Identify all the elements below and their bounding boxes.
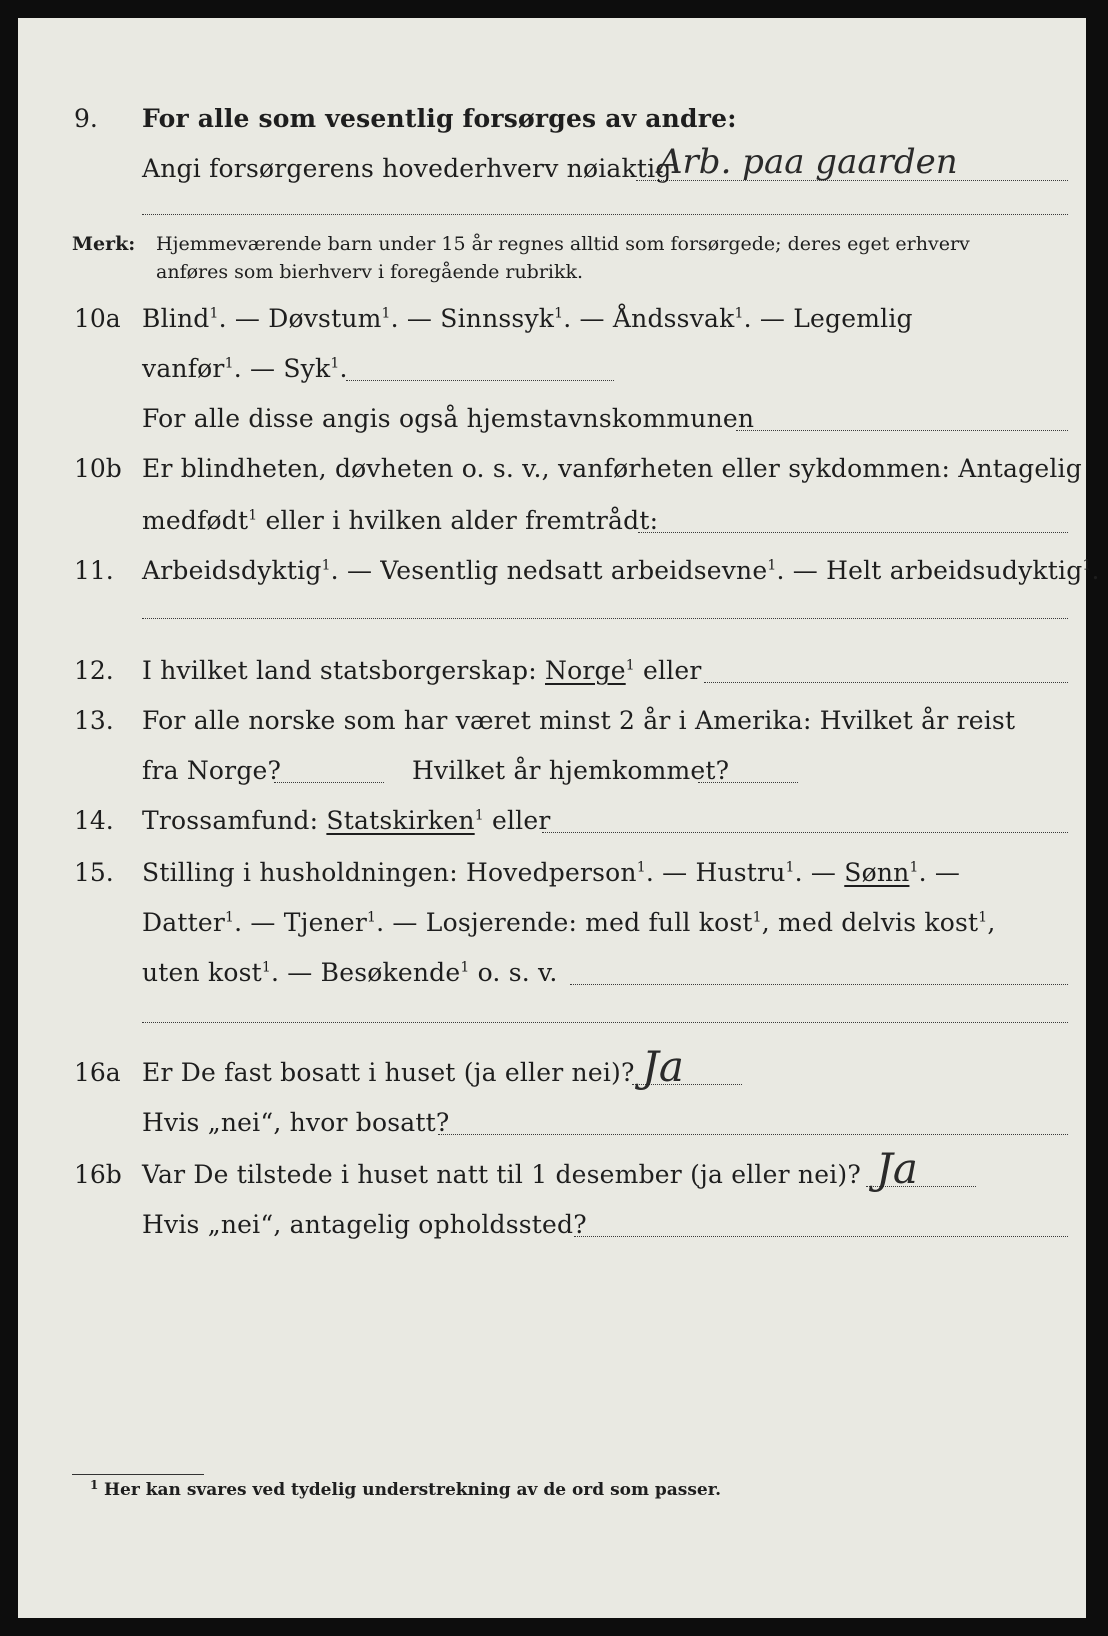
- question-13-line-1: [18, 700, 1086, 740]
- question-11: [18, 550, 1100, 590]
- question-text: For alle som vesentlig forsørges av andre:: [142, 104, 737, 133]
- question-10a-line-1: [18, 298, 1086, 338]
- question-text: vanfør$^1$. — Syk$^1$.: [142, 354, 348, 383]
- answer-line: [570, 984, 1068, 985]
- question-text: Er blindheten, døvheten o. s. v., vanførheten eller sykdommen: Antagelig: [142, 454, 1082, 483]
- answer-line: [142, 214, 1068, 215]
- footnote: [90, 1478, 722, 1500]
- question-number: 10a: [74, 304, 121, 333]
- answer-line: [346, 380, 614, 381]
- question-text: fra Norge?: [142, 756, 282, 785]
- answer-line: [638, 532, 1068, 533]
- question-text: I hvilket land statsborgerskap: Norge$^1$ eller: [142, 656, 702, 685]
- question-15-line-3: [18, 952, 1086, 992]
- question-10a-line-3: [18, 398, 1086, 438]
- question-number: 13.: [74, 706, 114, 735]
- question-text: Hvilket år hjemkommet?: [412, 756, 730, 785]
- note-label: Merk:: [72, 233, 136, 255]
- question-text: Angi forsørgerens hovederhverv nøiaktig: [142, 154, 672, 183]
- question-number: 10b: [74, 454, 122, 483]
- question-16a-line-1: [18, 1042, 1086, 1092]
- underlined-answer: Norge: [545, 656, 626, 685]
- question-16b-line-2: [18, 1204, 1086, 1244]
- question-9-line-2: [18, 142, 1086, 188]
- footnote-text: Her kan svares ved tydelig understrekning av de ord som passer.: [104, 1480, 722, 1500]
- question-text: For alle disse angis også hjemstavnskommunen: [142, 404, 755, 433]
- question-number: 16a: [74, 1058, 121, 1087]
- answer-line: [142, 618, 1068, 619]
- question-number: 12.: [74, 656, 114, 685]
- question-16a-line-2: [18, 1102, 1086, 1142]
- question-text: Var De tilstede i huset natt til 1 desember (ja eller nei)?: [142, 1160, 861, 1189]
- handwritten-answer: Ja: [876, 1144, 918, 1193]
- question-10b-line-1: [18, 448, 1086, 488]
- question-number: 9.: [74, 104, 98, 133]
- question-number: 15.: [74, 858, 114, 887]
- note-text: Hjemmeværende barn under 15 år regnes alltid som forsørgede; deres eget erhverv: [156, 233, 970, 255]
- question-text: Er De fast bosatt i huset (ja eller nei)?: [142, 1058, 635, 1087]
- question-text: Hvis „nei“, hvor bosatt?: [142, 1108, 450, 1137]
- underlined-answer: Sønn: [844, 858, 910, 887]
- question-text: Stilling i husholdningen: Hovedperson$^1$. — Hustru$^1$. — Sønn$^1$. —: [142, 858, 961, 887]
- answer-line: [698, 782, 798, 783]
- question-text: Blind$^1$. — Døvstum$^1$. — Sinnssyk$^1$. — Åndssvak$^1$. — Legemlig: [142, 304, 913, 333]
- question-15-line-1: [18, 852, 1086, 892]
- footnote-mark: 1: [90, 1478, 99, 1492]
- question-14: [18, 800, 1086, 840]
- answer-line: [142, 1022, 1068, 1023]
- question-number: 11.: [74, 556, 114, 585]
- footnote-rule: [72, 1474, 204, 1475]
- underlined-answer: Statskirken: [326, 806, 475, 835]
- form-page: [18, 18, 1100, 1618]
- question-text: Arbeidsdyktig$^1$. — Vesentlig nedsatt arbeidsevne$^1$. — Helt arbeidsudyktig$^1$.: [142, 556, 1100, 585]
- answer-line: [438, 1134, 1068, 1135]
- answer-line: [574, 1236, 1068, 1237]
- question-number: 16b: [74, 1160, 122, 1189]
- question-text: Trossamfund: Statskirken$^1$ eller: [142, 806, 551, 835]
- question-16b-line-1: [18, 1144, 1086, 1194]
- answer-line: [736, 430, 1068, 431]
- question-10a-line-2: [18, 348, 1086, 388]
- question-15-line-2: [18, 902, 1086, 942]
- handwritten-answer: Arb. paa gaarden: [658, 142, 958, 182]
- answer-line: [704, 682, 1068, 683]
- answer-line: [274, 782, 384, 783]
- question-13-line-2: [18, 750, 1086, 790]
- question-10b-line-2: [18, 500, 1086, 540]
- note-text: anføres som bierhverv i foregående rubrikk.: [156, 261, 584, 283]
- question-9-line-1: [18, 98, 1086, 138]
- question-text: medfødt$^1$ eller i hvilken alder fremtrådt:: [142, 506, 659, 535]
- question-text: Hvis „nei“, antagelig opholdssted?: [142, 1210, 587, 1239]
- question-number: 14.: [74, 806, 114, 835]
- question-12: [18, 650, 1086, 690]
- answer-line: [542, 832, 1068, 833]
- handwritten-answer: Ja: [642, 1042, 684, 1091]
- question-text: For alle norske som har været minst 2 år i Amerika: Hvilket år reist: [142, 706, 1016, 735]
- question-text: uten kost$^1$. — Besøkende$^1$ o. s. v.: [142, 958, 558, 987]
- question-text: Datter$^1$. — Tjener$^1$. — Losjerende: med full kost$^1$, med delvis kost$^1$,: [142, 908, 996, 937]
